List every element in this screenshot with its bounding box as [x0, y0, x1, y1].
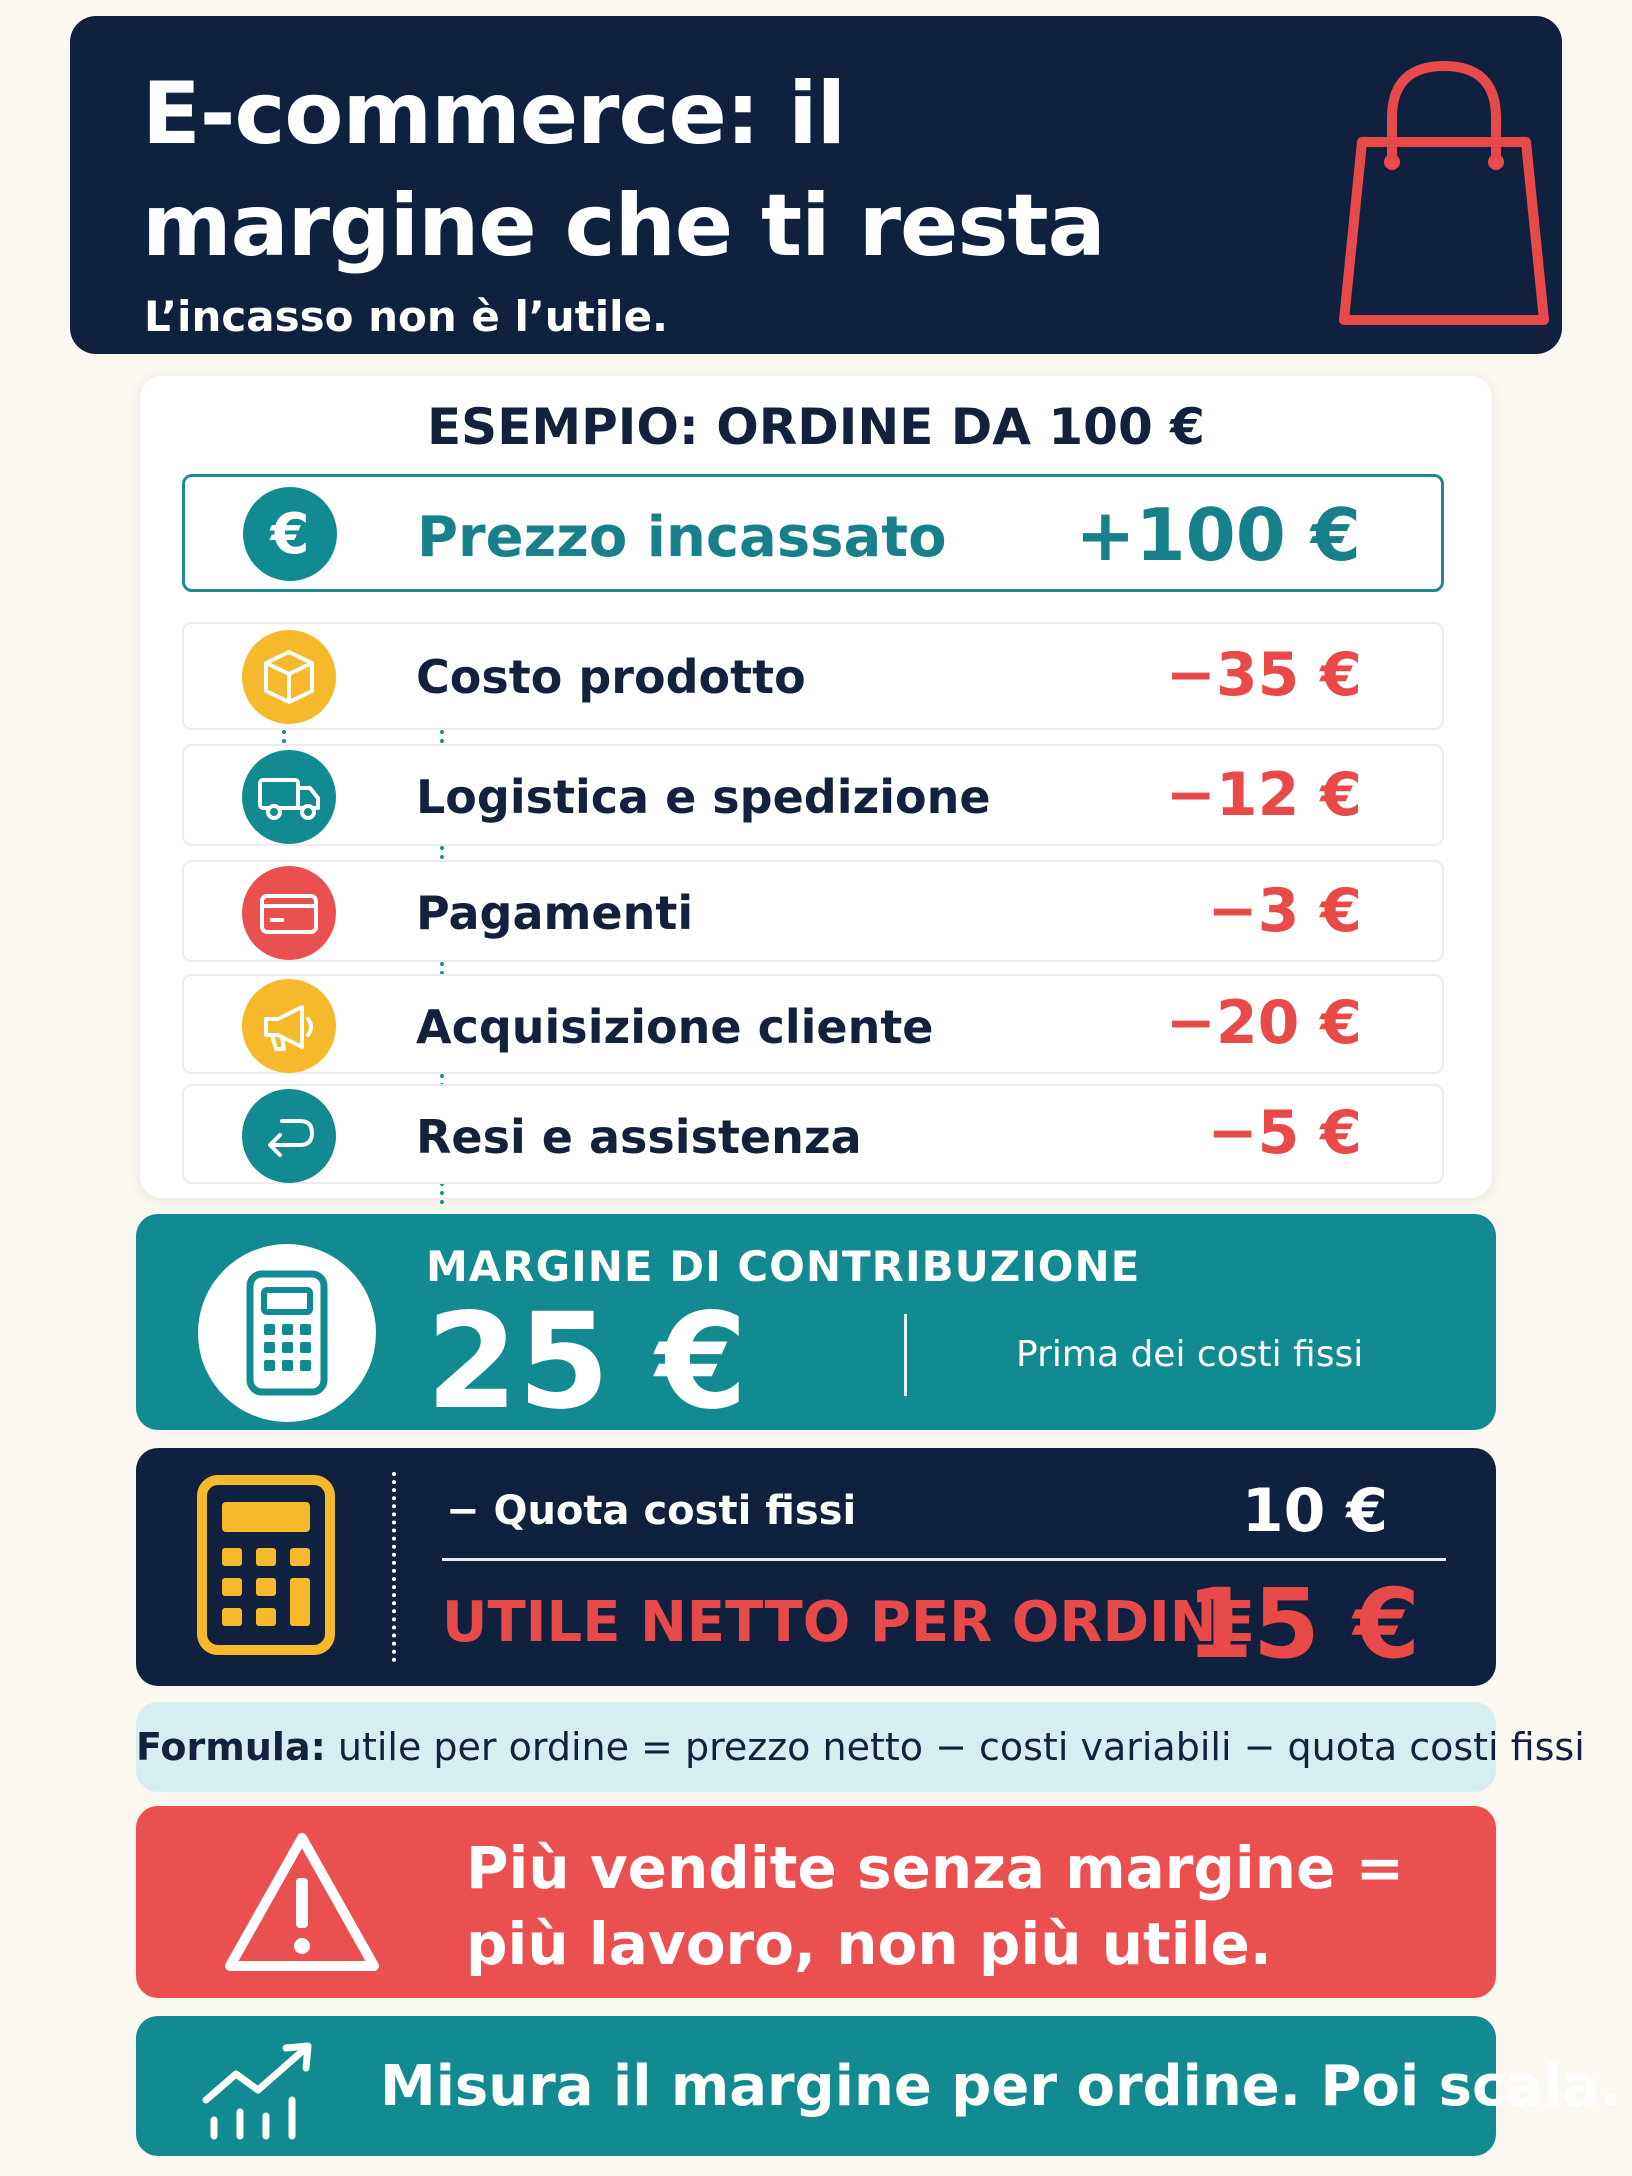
warning-triangle-icon	[222, 1828, 382, 1976]
megaphone-icon	[242, 979, 336, 1073]
cost-row	[182, 974, 1444, 1074]
margin-note: Prima dei costi fissi	[1016, 1334, 1364, 1375]
net-profit-label: UTILE NETTO PER ORDINE	[442, 1590, 1255, 1655]
calculator-icon	[196, 1474, 336, 1656]
truck-icon	[242, 750, 336, 844]
fixed-costs-value: 10 €	[1241, 1476, 1388, 1546]
cost-value: −20 €	[1165, 988, 1362, 1058]
header-banner	[70, 16, 1562, 354]
cost-value: −3 €	[1207, 876, 1362, 946]
revenue-row	[182, 474, 1444, 592]
page-subtitle: L’incasso non è l’utile.	[144, 292, 669, 341]
revenue-label: Prezzo incassato	[417, 505, 947, 570]
cost-row	[182, 1084, 1444, 1184]
cost-value: −5 €	[1207, 1098, 1362, 1168]
calculator-badge	[198, 1244, 376, 1422]
cost-label: Acquisizione cliente	[416, 1000, 934, 1054]
revenue-value: +100 €	[1075, 493, 1361, 577]
shopping-bag-icon	[1334, 58, 1554, 334]
cost-row	[182, 622, 1444, 730]
cta-box	[136, 2016, 1622, 2156]
divider	[392, 1472, 396, 1662]
warning-line-1: Più vendite senza margine =	[466, 1834, 1405, 1902]
calculator-icon	[198, 1244, 376, 1422]
example-title: ESEMPIO: ORDINE DA 100 €	[427, 398, 1205, 456]
cost-label: Costo prodotto	[416, 650, 806, 704]
net-profit-box	[136, 1448, 1496, 1686]
warning-box	[136, 1806, 1496, 1998]
page-title: E-commerce: il margine che ti resta	[142, 64, 1105, 276]
return-arrow-icon	[242, 1089, 336, 1183]
contribution-margin-box	[136, 1214, 1496, 1439]
divider	[442, 1558, 1446, 1561]
formula-bar	[136, 1702, 1585, 1792]
formula-text: utile per ordine = prezzo netto − costi variabili − quota costi fissi	[337, 1725, 1585, 1769]
cost-label: Resi e assistenza	[416, 1110, 862, 1164]
svg-text:€: €	[270, 502, 310, 567]
growth-chart-icon	[200, 2040, 322, 2140]
cost-row	[182, 860, 1444, 962]
margin-value: 25 €	[426, 1285, 748, 1439]
cta-text: Misura il margine per ordine. Poi scala.	[380, 2054, 1622, 2119]
cost-label: Logistica e spedizione	[416, 770, 991, 824]
connector-dots	[440, 1182, 444, 1204]
margin-label: MARGINE DI CONTRIBUZIONE	[426, 1242, 1141, 1291]
net-profit-value: 15 €	[1186, 1568, 1420, 1680]
warning-text	[466, 1830, 1446, 1982]
divider	[904, 1314, 907, 1396]
example-card	[140, 376, 1492, 1198]
warning-line-2: più lavoro, non più utile.	[466, 1910, 1272, 1978]
cost-label: Pagamenti	[416, 886, 694, 940]
formula-key: Formula:	[136, 1725, 326, 1769]
cost-value: −35 €	[1165, 640, 1362, 710]
credit-card-icon	[242, 866, 336, 960]
cost-value: −12 €	[1165, 760, 1362, 830]
box-icon	[242, 630, 336, 724]
euro-icon	[243, 487, 337, 581]
fixed-costs-label: − Quota costi fissi	[446, 1488, 857, 1534]
cost-row	[182, 744, 1444, 846]
